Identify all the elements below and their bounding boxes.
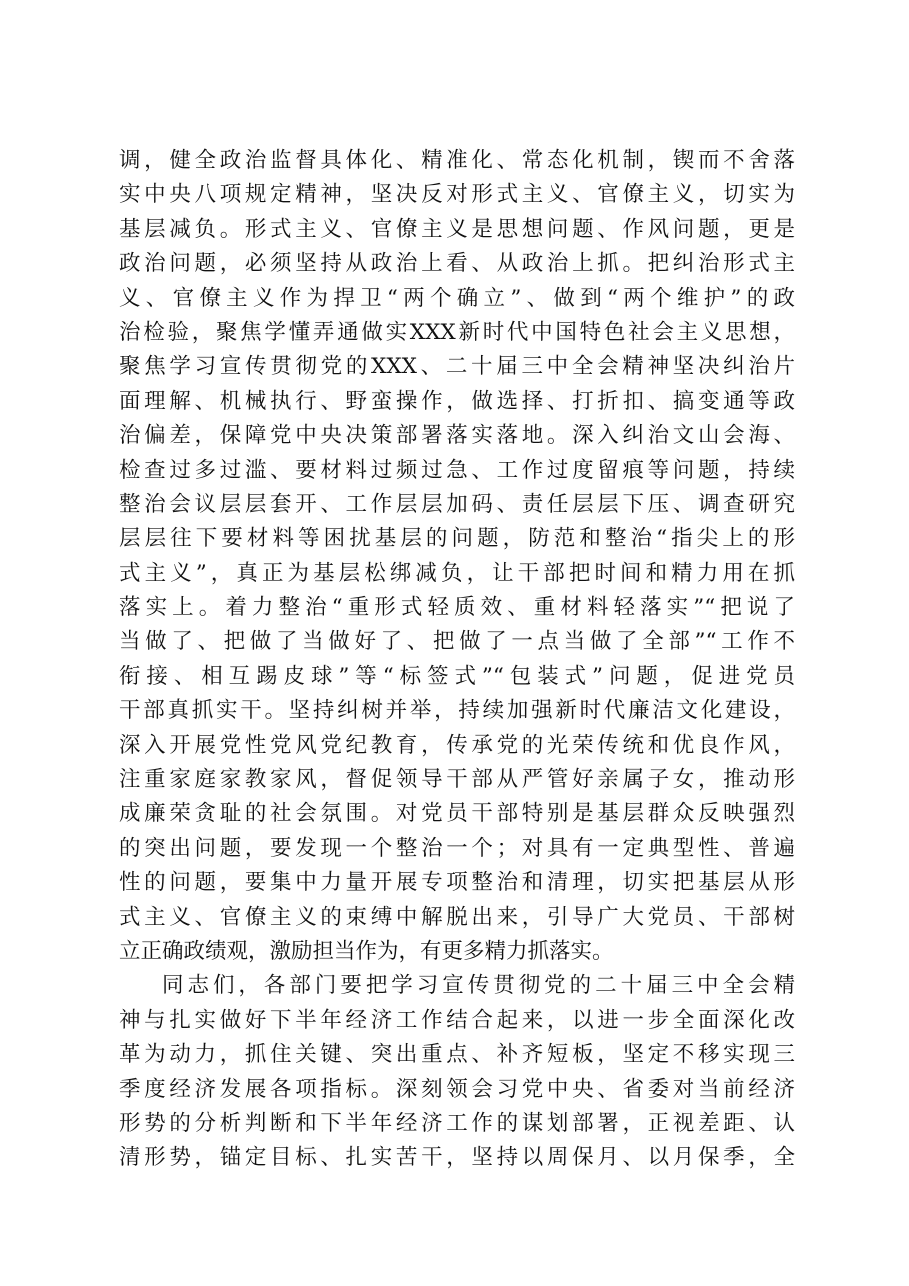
body-text [119,144,795,1176]
text-line: 神与扎实做好下半年经济工作结合起来，以进一步全面深化改 [119,1007,795,1033]
text-line: 当做了、把做了当做好了、把做了一点当做了全部”“工作不 [119,629,795,655]
text-line: 调，健全政治监督具体化、精准化、常态化机制，锲而不舍落 [119,148,795,173]
text-line: 干部真抓实干。坚持纠树并举，持续加强新时代廉洁文化建设， [119,698,795,724]
text-line: 政治问题，必须坚持从政治上看、从政治上抓。把纠治形式主 [119,251,795,277]
text-line: 聚焦学习宣传贯彻党的XXX、二十届三中全会精神坚决纠治片 [119,354,795,380]
text-line: 治检验，聚焦学懂弄通做实XXX新时代中国特色社会主义思想， [119,319,795,345]
text-line: 立正确政绩观，激励担当作为，有更多精力抓落实。 [119,938,614,964]
text-line: 成廉荣贪耻的社会氛围。对党员干部特别是基层群众反映强烈 [119,801,795,827]
text-line: 形势的分析判断和下半年经济工作的谋划部署，正视差距、认 [119,1110,795,1136]
text-line: 式主义”，真正为基层松绑减负，让干部把时间和精力用在抓 [119,560,795,586]
text-line: 式主义、官僚主义的束缚中解脱出来，引导广大党员、干部树 [119,904,795,930]
text-line: 的突出问题，要发现一个整治一个；对具有一定典型性、普遍 [119,835,795,861]
text-line: 基层减负。形式主义、官僚主义是思想问题、作风问题，更是 [119,216,795,242]
text-line: 季度经济发展各项指标。深刻领会习党中央、省委对当前经济 [119,1076,795,1102]
text-line: 层层往下要材料等困扰基层的问题，防范和整治“指尖上的形 [119,526,795,552]
text-line: 清形势，锚定目标、扎实苦干，坚持以周保月、以月保季，全 [119,1145,795,1171]
text-line: 衔接、相互踢皮球”等“标签式”“包装式”问题，促进党员 [119,663,795,689]
text-line: 实中央八项规定精神，坚决反对形式主义、官僚主义，切实为 [119,182,795,208]
text-line: 整治会议层层套开、工作层层加码、责任层层下压、调查研究 [119,491,795,517]
text-line: 性的问题，要集中力量开展专项整治和清理，切实把基层从形 [119,870,795,896]
text-line: 义、官僚主义作为捍卫“两个确立”、做到“两个维护”的政 [119,285,795,311]
text-line: 深入开展党性党风党纪教育，传承党的光荣传统和优良作风， [119,732,795,758]
text-line: 治偏差，保障党中央决策部署落实落地。深入纠治文山会海、 [119,423,795,449]
text-line: 革为动力，抓住关键、突出重点、补齐短板，坚定不移实现三 [119,1042,795,1068]
text-line: 面理解、机械执行、野蛮操作，做选择、打折扣、搞变通等政 [119,388,795,414]
text-line: 落实上。着力整治“重形式轻质效、重材料轻落实”“把说了 [119,595,795,621]
paragraph-start-line: 同志们，各部门要把学习宣传贯彻党的二十届三中全会精 [162,973,795,999]
text-line: 检查过多过滥、要材料过频过急、工作过度留痕等问题，持续 [119,457,795,483]
text-line: 注重家庭家教家风，督促领导干部从严管好亲属子女，推动形 [119,767,795,793]
